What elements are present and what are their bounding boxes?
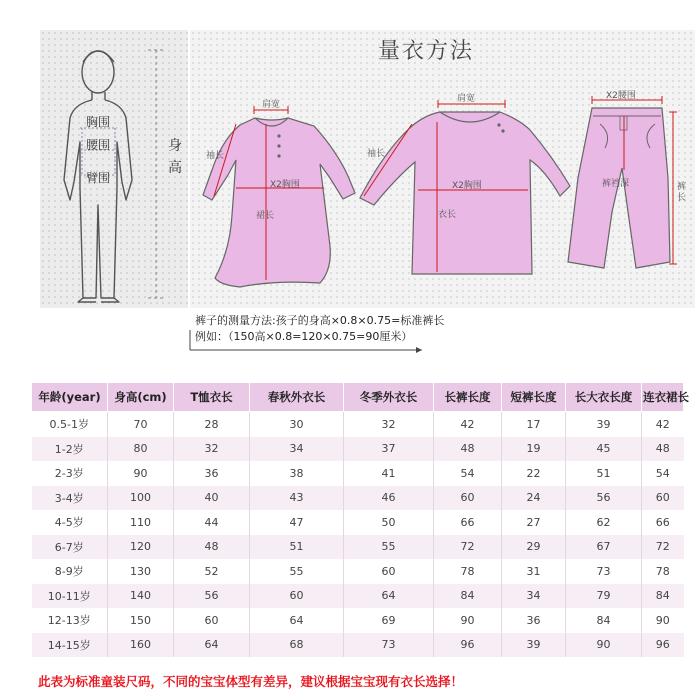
table-cell: 68 <box>250 633 344 658</box>
table-cell: 39 <box>566 412 642 437</box>
table-row <box>32 559 684 584</box>
dress-shape <box>203 118 355 287</box>
table-cell: 0.5-1岁 <box>32 412 108 437</box>
table-cell: 66 <box>642 510 684 535</box>
table-cell: 10-11岁 <box>32 584 108 609</box>
table-cell: 84 <box>434 584 502 609</box>
table-cell: 27 <box>502 510 566 535</box>
table-cell: 6-7岁 <box>32 535 108 560</box>
table-cell: 40 <box>174 486 250 511</box>
table-cell: 32 <box>344 412 434 437</box>
table-cell: 150 <box>108 608 174 633</box>
table-cell: 47 <box>250 510 344 535</box>
table-row <box>32 535 684 560</box>
dress-chest-label: X2胸围 <box>270 180 300 190</box>
table-cell: 80 <box>108 437 174 462</box>
table-cell: 96 <box>642 633 684 658</box>
table-cell: 84 <box>642 584 684 609</box>
table-cell: 64 <box>250 608 344 633</box>
pants-formula-note: 裤子的测量方法:孩子的身高×0.8×0.75=标准裤长 <box>195 314 445 327</box>
table-cell: 14-15岁 <box>32 633 108 658</box>
table-cell: 22 <box>502 461 566 486</box>
table-cell: 96 <box>434 633 502 658</box>
table-cell: 60 <box>174 608 250 633</box>
table-cell: 50 <box>344 510 434 535</box>
table-cell: 2-3岁 <box>32 461 108 486</box>
table-cell: 51 <box>250 535 344 560</box>
dress-shoulder-label: 肩宽 <box>262 100 281 110</box>
table-cell: 19 <box>502 437 566 462</box>
table-cell: 52 <box>174 559 250 584</box>
table-cell: 30 <box>250 412 344 437</box>
table-cell: 72 <box>642 535 684 560</box>
table-cell: 69 <box>344 608 434 633</box>
table-cell: 60 <box>434 486 502 511</box>
table-cell: 90 <box>566 633 642 658</box>
table-header-row <box>32 383 684 412</box>
column-header: T恤衣长 <box>174 383 250 412</box>
table-row <box>32 584 684 609</box>
table-cell: 8-9岁 <box>32 559 108 584</box>
table-cell: 73 <box>566 559 642 584</box>
table-cell: 17 <box>502 412 566 437</box>
table-cell: 1-2岁 <box>32 437 108 462</box>
table-cell: 42 <box>642 412 684 437</box>
column-header: 长裤长度 <box>434 383 502 412</box>
table-row <box>32 412 684 437</box>
table-row <box>32 510 684 535</box>
table-cell: 90 <box>108 461 174 486</box>
table-row <box>32 486 684 511</box>
table-cell: 64 <box>174 633 250 658</box>
column-header: 年龄(year) <box>32 383 108 412</box>
table-cell: 55 <box>250 559 344 584</box>
table-row <box>32 633 684 658</box>
table-cell: 56 <box>174 584 250 609</box>
table-cell: 84 <box>566 608 642 633</box>
table-row <box>32 461 684 486</box>
table-cell: 56 <box>566 486 642 511</box>
pants-rise-label: 裤裆深 <box>602 179 630 189</box>
table-cell: 4-5岁 <box>32 510 108 535</box>
column-header: 连衣裙长 <box>642 383 684 412</box>
table-cell: 79 <box>566 584 642 609</box>
dress-sleeve-label: 袖长 <box>206 151 225 161</box>
height-label: 身高 <box>168 138 182 176</box>
table-cell: 130 <box>108 559 174 584</box>
table-cell: 45 <box>566 437 642 462</box>
table-cell: 41 <box>344 461 434 486</box>
table-cell: 43 <box>250 486 344 511</box>
top-sleeve-label: 袖长 <box>367 149 386 159</box>
table-cell: 48 <box>642 437 684 462</box>
table-cell: 64 <box>344 584 434 609</box>
table-cell: 55 <box>344 535 434 560</box>
pants-waist-label: X2腰围 <box>606 91 636 101</box>
waist-label: 腰围 <box>86 138 111 152</box>
column-header: 长大衣长度 <box>566 383 642 412</box>
dress-length-label: 裙长 <box>256 211 275 221</box>
table-cell: 72 <box>434 535 502 560</box>
table-cell: 62 <box>566 510 642 535</box>
table-cell: 78 <box>434 559 502 584</box>
table-cell: 90 <box>434 608 502 633</box>
chest-label: 胸围 <box>86 115 111 129</box>
table-cell: 38 <box>250 461 344 486</box>
table-cell: 48 <box>434 437 502 462</box>
table-cell: 24 <box>502 486 566 511</box>
pants-length-label: 裤长 <box>677 182 687 203</box>
table-cell: 42 <box>434 412 502 437</box>
table-cell: 54 <box>642 461 684 486</box>
table-cell: 37 <box>344 437 434 462</box>
table-cell: 32 <box>174 437 250 462</box>
table-cell: 44 <box>174 510 250 535</box>
table-cell: 140 <box>108 584 174 609</box>
hip-label: 臂围 <box>86 171 111 185</box>
page-title: 量衣方法 <box>378 39 475 64</box>
table-cell: 39 <box>502 633 566 658</box>
table-cell: 60 <box>642 486 684 511</box>
table-cell: 34 <box>502 584 566 609</box>
size-disclaimer: 此表为标准童装尺码，不同的宝宝体型有差异，建议根据宝宝现有衣长选择！ <box>38 674 464 689</box>
table-cell: 36 <box>502 608 566 633</box>
table-cell: 67 <box>566 535 642 560</box>
table-cell: 51 <box>566 461 642 486</box>
table-cell: 60 <box>250 584 344 609</box>
table-cell: 54 <box>434 461 502 486</box>
column-header: 冬季外衣长 <box>344 383 434 412</box>
size-chart-table <box>31 382 689 657</box>
table-cell: 100 <box>108 486 174 511</box>
table-row <box>32 437 684 462</box>
column-header: 短裤长度 <box>502 383 566 412</box>
table-cell: 60 <box>344 559 434 584</box>
table-cell: 34 <box>250 437 344 462</box>
table-cell: 28 <box>174 412 250 437</box>
pants-formula-example: 例如：（150高×0.8=120×0.75=90厘米） <box>195 330 413 343</box>
table-cell: 90 <box>642 608 684 633</box>
top-shape <box>360 112 570 274</box>
table-cell: 70 <box>108 412 174 437</box>
table-cell: 160 <box>108 633 174 658</box>
table-row <box>32 608 684 633</box>
top-length-label: 衣长 <box>438 210 457 220</box>
table-cell: 31 <box>502 559 566 584</box>
top-chest-label: X2胸围 <box>452 181 482 191</box>
table-cell: 110 <box>108 510 174 535</box>
table-cell: 12-13岁 <box>32 608 108 633</box>
column-header: 春秋外衣长 <box>250 383 344 412</box>
table-cell: 3-4岁 <box>32 486 108 511</box>
table-cell: 66 <box>434 510 502 535</box>
table-cell: 46 <box>344 486 434 511</box>
top-shoulder-label: 肩宽 <box>457 94 476 104</box>
table-cell: 29 <box>502 535 566 560</box>
table-cell: 73 <box>344 633 434 658</box>
table-cell: 78 <box>642 559 684 584</box>
table-cell: 48 <box>174 535 250 560</box>
table-cell: 120 <box>108 535 174 560</box>
column-header: 身高(cm) <box>108 383 174 412</box>
table-cell: 36 <box>174 461 250 486</box>
